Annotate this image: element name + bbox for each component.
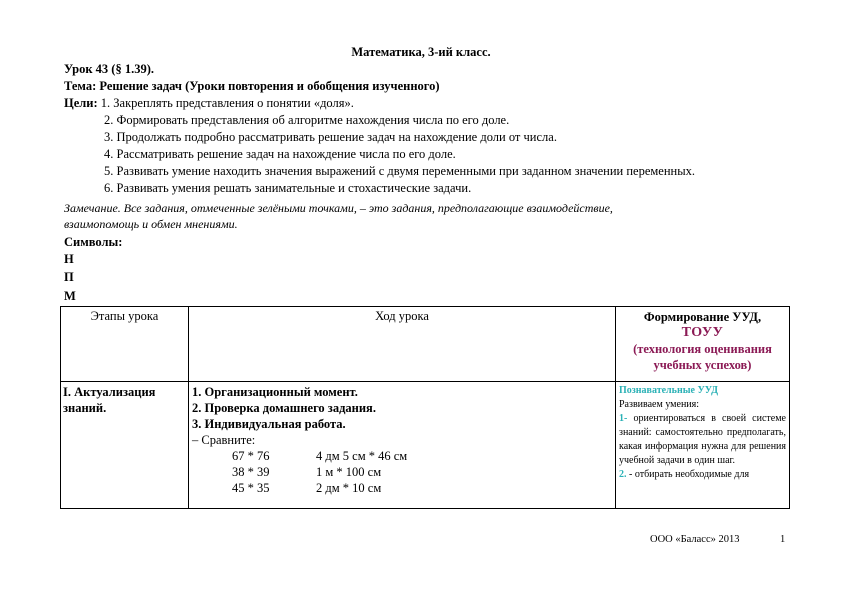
goal-item: 5. Развивать умение находить значения выражений с двумя переменными при заданном значении переменных. [104,164,695,178]
footer-company: ООО «Баласс» 2013 [650,534,740,545]
uud-item-number: 2. [619,469,627,480]
header-touu-label: ТОУУ [681,325,724,340]
compare-row [192,480,612,496]
note-line: взаимопомощь и обмен мнениями. [64,217,238,231]
stage-title: I. Актуализация [63,385,156,399]
symbol-item: М [64,289,76,303]
compare-label: – Сравните: [192,433,256,447]
uud-title: Познавательные УУД [619,385,719,396]
course-cell [189,382,616,509]
stage-title: знаний. [63,401,107,415]
goals-label: Цели: [64,96,98,110]
uud-item-number: 1- [619,413,628,424]
symbols-label: Символы: [64,235,123,249]
uud-item [619,468,786,482]
course-item: 1. Организационный момент. [192,385,358,399]
goals-line [64,96,354,111]
lesson-label: Урок 43 (§ 1.39). [64,62,155,76]
uud-cell [616,382,790,509]
header-uud-label: Формирование УУД, [643,310,762,324]
uud-item-text: - отбирать необходимые для [626,469,750,480]
header-stages-label: Этапы урока [90,309,159,323]
header-uud [616,307,790,382]
symbol-item: П [64,270,74,284]
goal-item: 2. Формировать представления об алгоритме нахождения числа по его доле. [104,113,510,127]
compare-row [192,448,612,464]
compare-row [192,464,612,480]
goal-item: 6. Развивать умения решать занимательные и стохастические задачи. [104,181,472,195]
header-course [189,307,616,382]
compare-right: 1 м * 100 см [316,465,382,479]
topic-label: Тема: [64,79,97,93]
goal-item: 1. Закреплять представления о понятии «доля». [100,96,354,110]
table-header-row [61,307,790,382]
compare-right: 2 дм * 10 см [316,481,382,495]
course-item: 2. Проверка домашнего задания. [192,401,376,415]
stage-cell [61,382,189,509]
uud-item-text: ориентироваться в своей системе знаний: самостоятельно предполагать, какая информация нужна для решения учебной задачи в один шаг. [619,413,786,466]
header-course-label: Ход урока [375,309,429,323]
page-number: 1 [780,534,786,545]
lesson-table [60,306,790,509]
topic-text: Решение задач (Уроки повторения и обобщения изученного) [99,79,440,93]
compare-left: 45 * 35 [232,481,270,495]
goal-item: 4. Рассматривать решение задач на нахождение числа по его доле. [104,147,456,161]
uud-subtitle: Развиваем умения: [619,399,700,410]
goal-item: 3. Продолжать подробно рассматривать решение задач на нахождение доли от числа. [104,130,557,144]
uud-item [619,412,786,468]
compare-left: 38 * 39 [232,465,270,479]
header-stages [61,307,189,382]
topic-line [64,79,440,94]
note-line: Замечание. Все задания, отмеченные зелёными точками, – это задания, предполагающие взаимодействие, [64,201,613,215]
compare-left: 67 * 76 [232,449,270,463]
table-row [61,382,790,509]
symbol-item: Н [64,252,74,266]
compare-right: 4 дм 5 см * 46 см [316,449,408,463]
course-item: 3. Индивидуальная работа. [192,417,346,431]
page-title: Математика, 3-ий класс. [351,45,491,59]
header-technology-label: (технология оценивания учебных успехов) [633,342,772,372]
